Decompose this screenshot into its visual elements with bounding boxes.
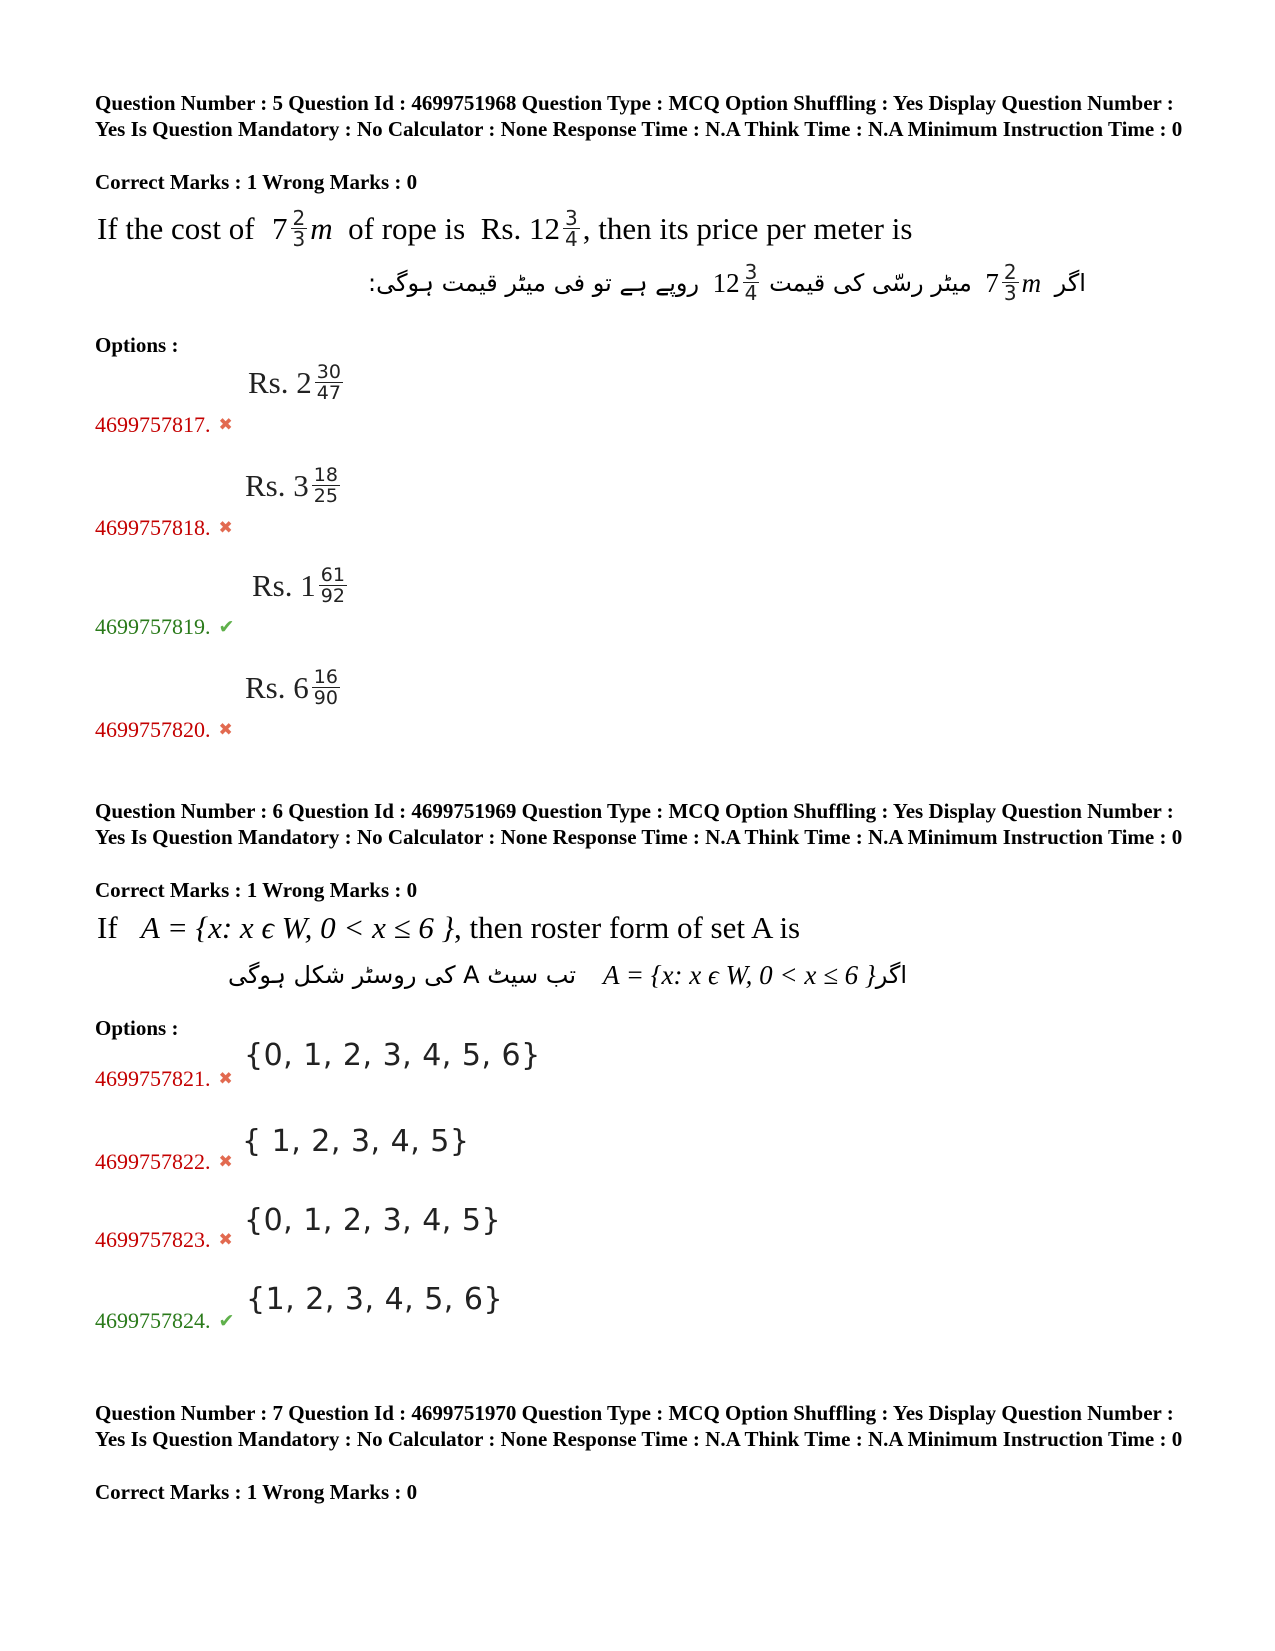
question-text-en: If A = {x: x ϵ W, 0 < x ≤ 6 } , then roster form of set A is (97, 910, 801, 945)
question-meta: Question Number : 7 Question Id : 4699751970 Question Type : MCQ Option Shuffling : Yes Display Question Number : Yes Is Question Mandatory : No Calculator : None Response Time : N.A Think Time : N.A Minimum Instruction Time : 0 (95, 1401, 1183, 1451)
cross-icon: ✖ (218, 1069, 233, 1089)
option-id: 4699757819. (95, 614, 211, 639)
check-icon: ✔ (218, 616, 235, 638)
option-item[interactable] (95, 1066, 233, 1092)
option-id: 4699757818. (95, 515, 211, 540)
fraction: $\frac{2}{3}$ (292, 206, 306, 251)
option-value: {0, 1, 2, 3, 4, 5, 6} (244, 1038, 541, 1073)
option-item[interactable] (95, 614, 234, 640)
cross-icon: ✖ (218, 415, 233, 435)
option-value: Rs. 1 $\frac{61}{92}$ (252, 564, 345, 607)
option-item[interactable] (95, 412, 233, 438)
question-marks: Correct Marks : 1 Wrong Marks : 0 (95, 170, 418, 194)
option-id: 4699757823. (95, 1227, 211, 1252)
cross-icon: ✖ (218, 720, 233, 740)
check-icon: ✔ (218, 1310, 235, 1332)
question-meta: Question Number : 6 Question Id : 4699751969 Question Type : MCQ Option Shuffling : Yes Display Question Number : Yes Is Question Mandatory : No Calculator : None Response Time : N.A Think Time : N.A Minimum Instruction Time : 0 (95, 799, 1183, 849)
option-value: {0, 1, 2, 3, 4, 5} (244, 1203, 502, 1238)
option-value: {1, 2, 3, 4, 5, 6} (246, 1282, 504, 1317)
option-value: { 1, 2, 3, 4, 5} (242, 1124, 470, 1159)
option-value: Rs. 6 $\frac{16}{90}$ (245, 666, 338, 709)
fraction: $\frac{2}{3}$ (1003, 260, 1017, 305)
option-value: Rs. 3 $\frac{18}{25}$ (245, 464, 338, 507)
options-label: Options : (95, 333, 179, 357)
option-value: Rs. 2 $\frac{30}{47}$ (248, 361, 341, 404)
option-id: 4699757820. (95, 717, 211, 742)
options-label: Options : (95, 1016, 179, 1040)
fraction: $\frac{3}{4}$ (565, 206, 578, 251)
question-text-ur: روپے ہے تو فی میٹر قیمت ہوگی: 12 $\frac{3}{4}$ میٹر رسّی کی قیمت 7 $\frac{2}{3}$ m اگر (368, 260, 1086, 305)
question-text-ur: تب سیٹ A کی روسٹر شکل ہوگی A = {x: x ϵ W, 0 < x ≤ 6 } اگر (228, 960, 908, 990)
fraction: $\frac{3}{4}$ (744, 260, 758, 305)
option-id: 4699757817. (95, 412, 211, 437)
option-id: 4699757822. (95, 1149, 211, 1174)
question-meta: Question Number : 5 Question Id : 4699751968 Question Type : MCQ Option Shuffling : Yes Display Question Number : Yes Is Question Mandatory : No Calculator : None Response Time : N.A Think Time : N.A Minimum Instruction Time : 0 (95, 91, 1183, 141)
option-id: 4699757821. (95, 1066, 211, 1091)
cross-icon: ✖ (218, 1152, 233, 1172)
option-item[interactable] (95, 1308, 234, 1334)
question-text-en: If the cost of 7 $\frac{2}{3}$ m of rope is Rs. 12 $\frac{3}{4}$ , then its price per meter is (97, 206, 913, 251)
question-marks: Correct Marks : 1 Wrong Marks : 0 (95, 1480, 418, 1504)
option-item[interactable] (95, 717, 233, 743)
option-id: 4699757824. (95, 1308, 211, 1333)
option-item[interactable] (95, 515, 233, 541)
option-item[interactable] (95, 1227, 233, 1253)
cross-icon: ✖ (218, 518, 233, 538)
option-item[interactable] (95, 1149, 233, 1175)
cross-icon: ✖ (218, 1230, 233, 1250)
question-marks: Correct Marks : 1 Wrong Marks : 0 (95, 878, 418, 902)
